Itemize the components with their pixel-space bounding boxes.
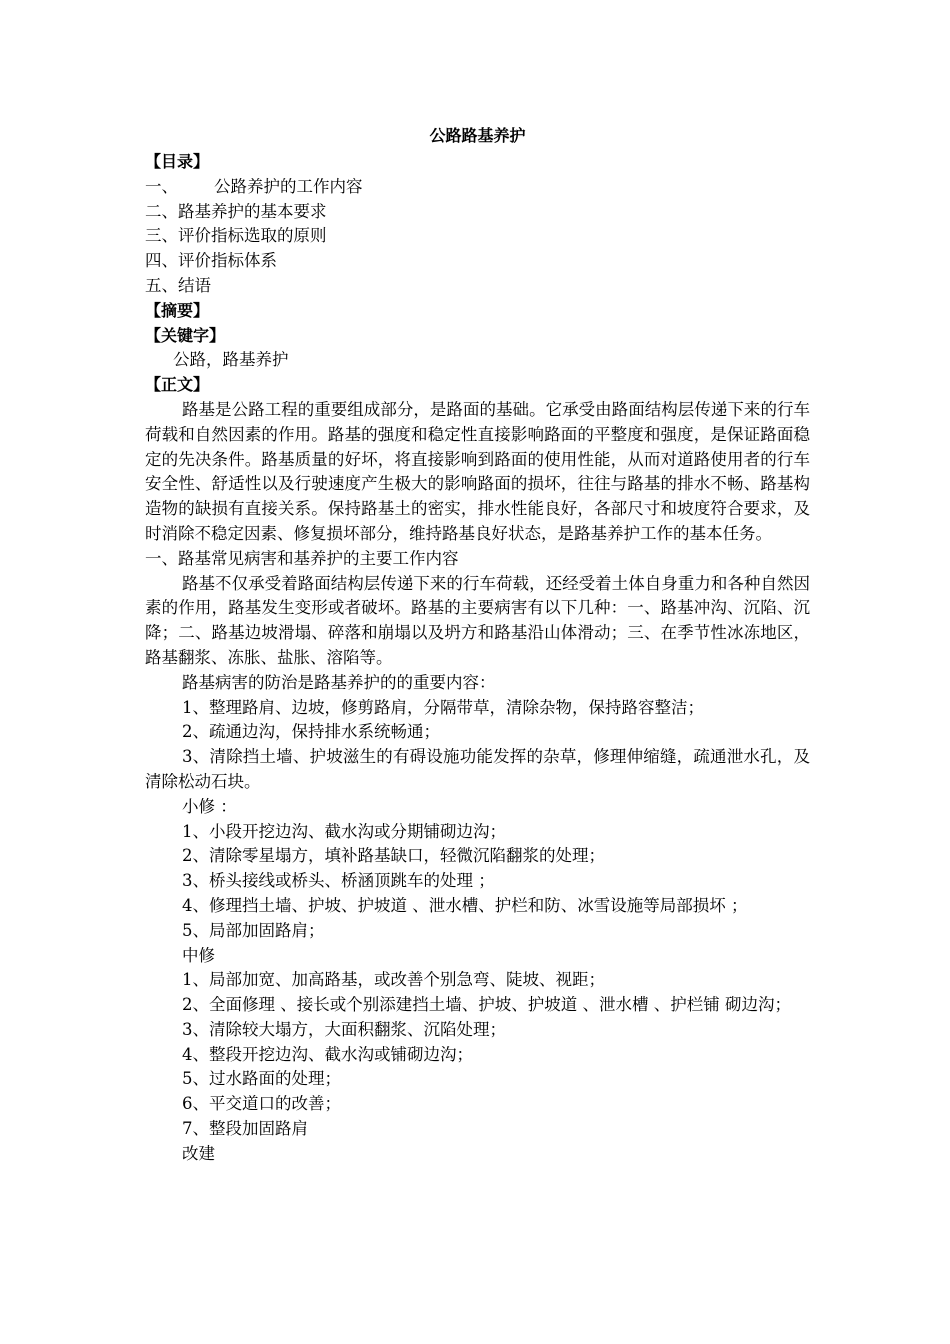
list-item: 7、整段加固路肩 bbox=[182, 1119, 308, 1139]
minor-repair-heading: 小修 ： bbox=[182, 796, 237, 816]
toc-item: 二、路基养护的基本要求 bbox=[145, 201, 327, 221]
toc-item bbox=[145, 175, 810, 200]
rebuild-heading: 改建 bbox=[182, 1143, 215, 1163]
keywords-text: 公路，路基养护 bbox=[173, 350, 289, 370]
intro-paragraph: 路基是公路工程的重要组成部分，是路面的基础。它承受由路面结构层传递下来的行车荷载和自然因素的作用。路基的强度和稳定性直接影响路面的平整度和强度，是保证路面稳定的先决条件。路基质量的好坏，将直接影响到路面的使用性能，从而对道路使用者的行车安全性、舒适性以及行驶速度产生极大的影响路面的损坏，往往与路基的排水不畅、路基构造物的缺损有直接关系。保持路基土的密实，排水性能良好，各部尺寸和坡度符合要求，及时消除不稳定因素、修复损坏部分，维持路基良好状态，是路基养护工作的基本任务。 bbox=[145, 399, 810, 543]
toc-heading: 【目录】 bbox=[145, 152, 210, 171]
list-item: 1、小段开挖边沟、截水沟或分期铺砌边沟； bbox=[182, 821, 506, 841]
list-item: 2、清除零星塌方，填补路基缺口，轻微沉陷翻浆的处理； bbox=[182, 846, 605, 866]
toc-item-number: 一、 bbox=[145, 176, 178, 196]
list-item: 2、全面修理 、接长或个别添建挡土墙、护坡、护坡道 、泄水槽 、护栏铺 砌边沟； bbox=[182, 995, 791, 1015]
toc-item: 三、评价指标选取的原则 bbox=[145, 226, 327, 246]
list-item: 3、清除挡土墙、护坡滋生的有碍设施功能发挥的杂草，修理伸缩缝，疏通泄水孔，及清除松动石块。 bbox=[145, 747, 810, 791]
list-item: 1、整理路肩、边坡，修剪路肩，分隔带草，清除杂物，保持路容整洁； bbox=[182, 697, 704, 717]
prevention-intro: 路基病害的防治是路基养护的的重要内容： bbox=[182, 672, 496, 692]
document-title: 公路路基养护 bbox=[429, 126, 526, 145]
list-item: 1、局部加宽、加高路基，或改善个别急弯、陡坡、视距； bbox=[182, 970, 605, 990]
list-item: 5、局部加固路肩； bbox=[182, 920, 325, 940]
toc-item: 四、评价指标体系 bbox=[145, 251, 277, 271]
keywords-heading: 【关键字】 bbox=[145, 325, 226, 345]
section-heading: 一、路基常见病害和基养护的主要工作内容 bbox=[145, 548, 459, 568]
toc-item-text: 公路养护的工作内容 bbox=[214, 176, 363, 196]
list-item: 4、整段开挖边沟、截水沟或铺砌边沟； bbox=[182, 1044, 473, 1064]
list-item: 5、过水路面的处理； bbox=[182, 1069, 341, 1089]
list-item: 2、疏通边沟，保持排水系统畅通； bbox=[182, 722, 440, 742]
medium-repair-heading: 中修 bbox=[182, 945, 215, 965]
abstract-heading: 【摘要】 bbox=[145, 300, 210, 320]
body-heading: 【正文】 bbox=[145, 375, 210, 395]
document-page bbox=[145, 124, 810, 1167]
list-item: 3、桥头接线或桥头、桥涵顶跳车的处理 ； bbox=[182, 871, 495, 891]
section-paragraph: 路基不仅承受着路面结构层传递下来的行车荷载，还经受着土体自身重力和各种自然因素的作用，路基发生变形或者破坏。路基的主要病害有以下几种：一、路基冲沟、沉陷、沉降；二、路基边坡滑塌、碎落和崩塌以及坍方和路基沿山体滑动；三、在季节性冰冻地区，路基翻浆、冻胀、盐胀、溶陷等。 bbox=[145, 573, 810, 667]
list-item: 6、平交道口的改善； bbox=[182, 1094, 341, 1114]
list-item: 4、修理挡土墙、护坡、护坡道 、泄水槽、护栏和防、冰雪设施等局部损坏 ； bbox=[182, 895, 748, 915]
list-item: 3、清除较大塌方，大面积翻浆、沉陷处理； bbox=[182, 1019, 506, 1039]
toc-item: 五、结语 bbox=[145, 275, 211, 295]
